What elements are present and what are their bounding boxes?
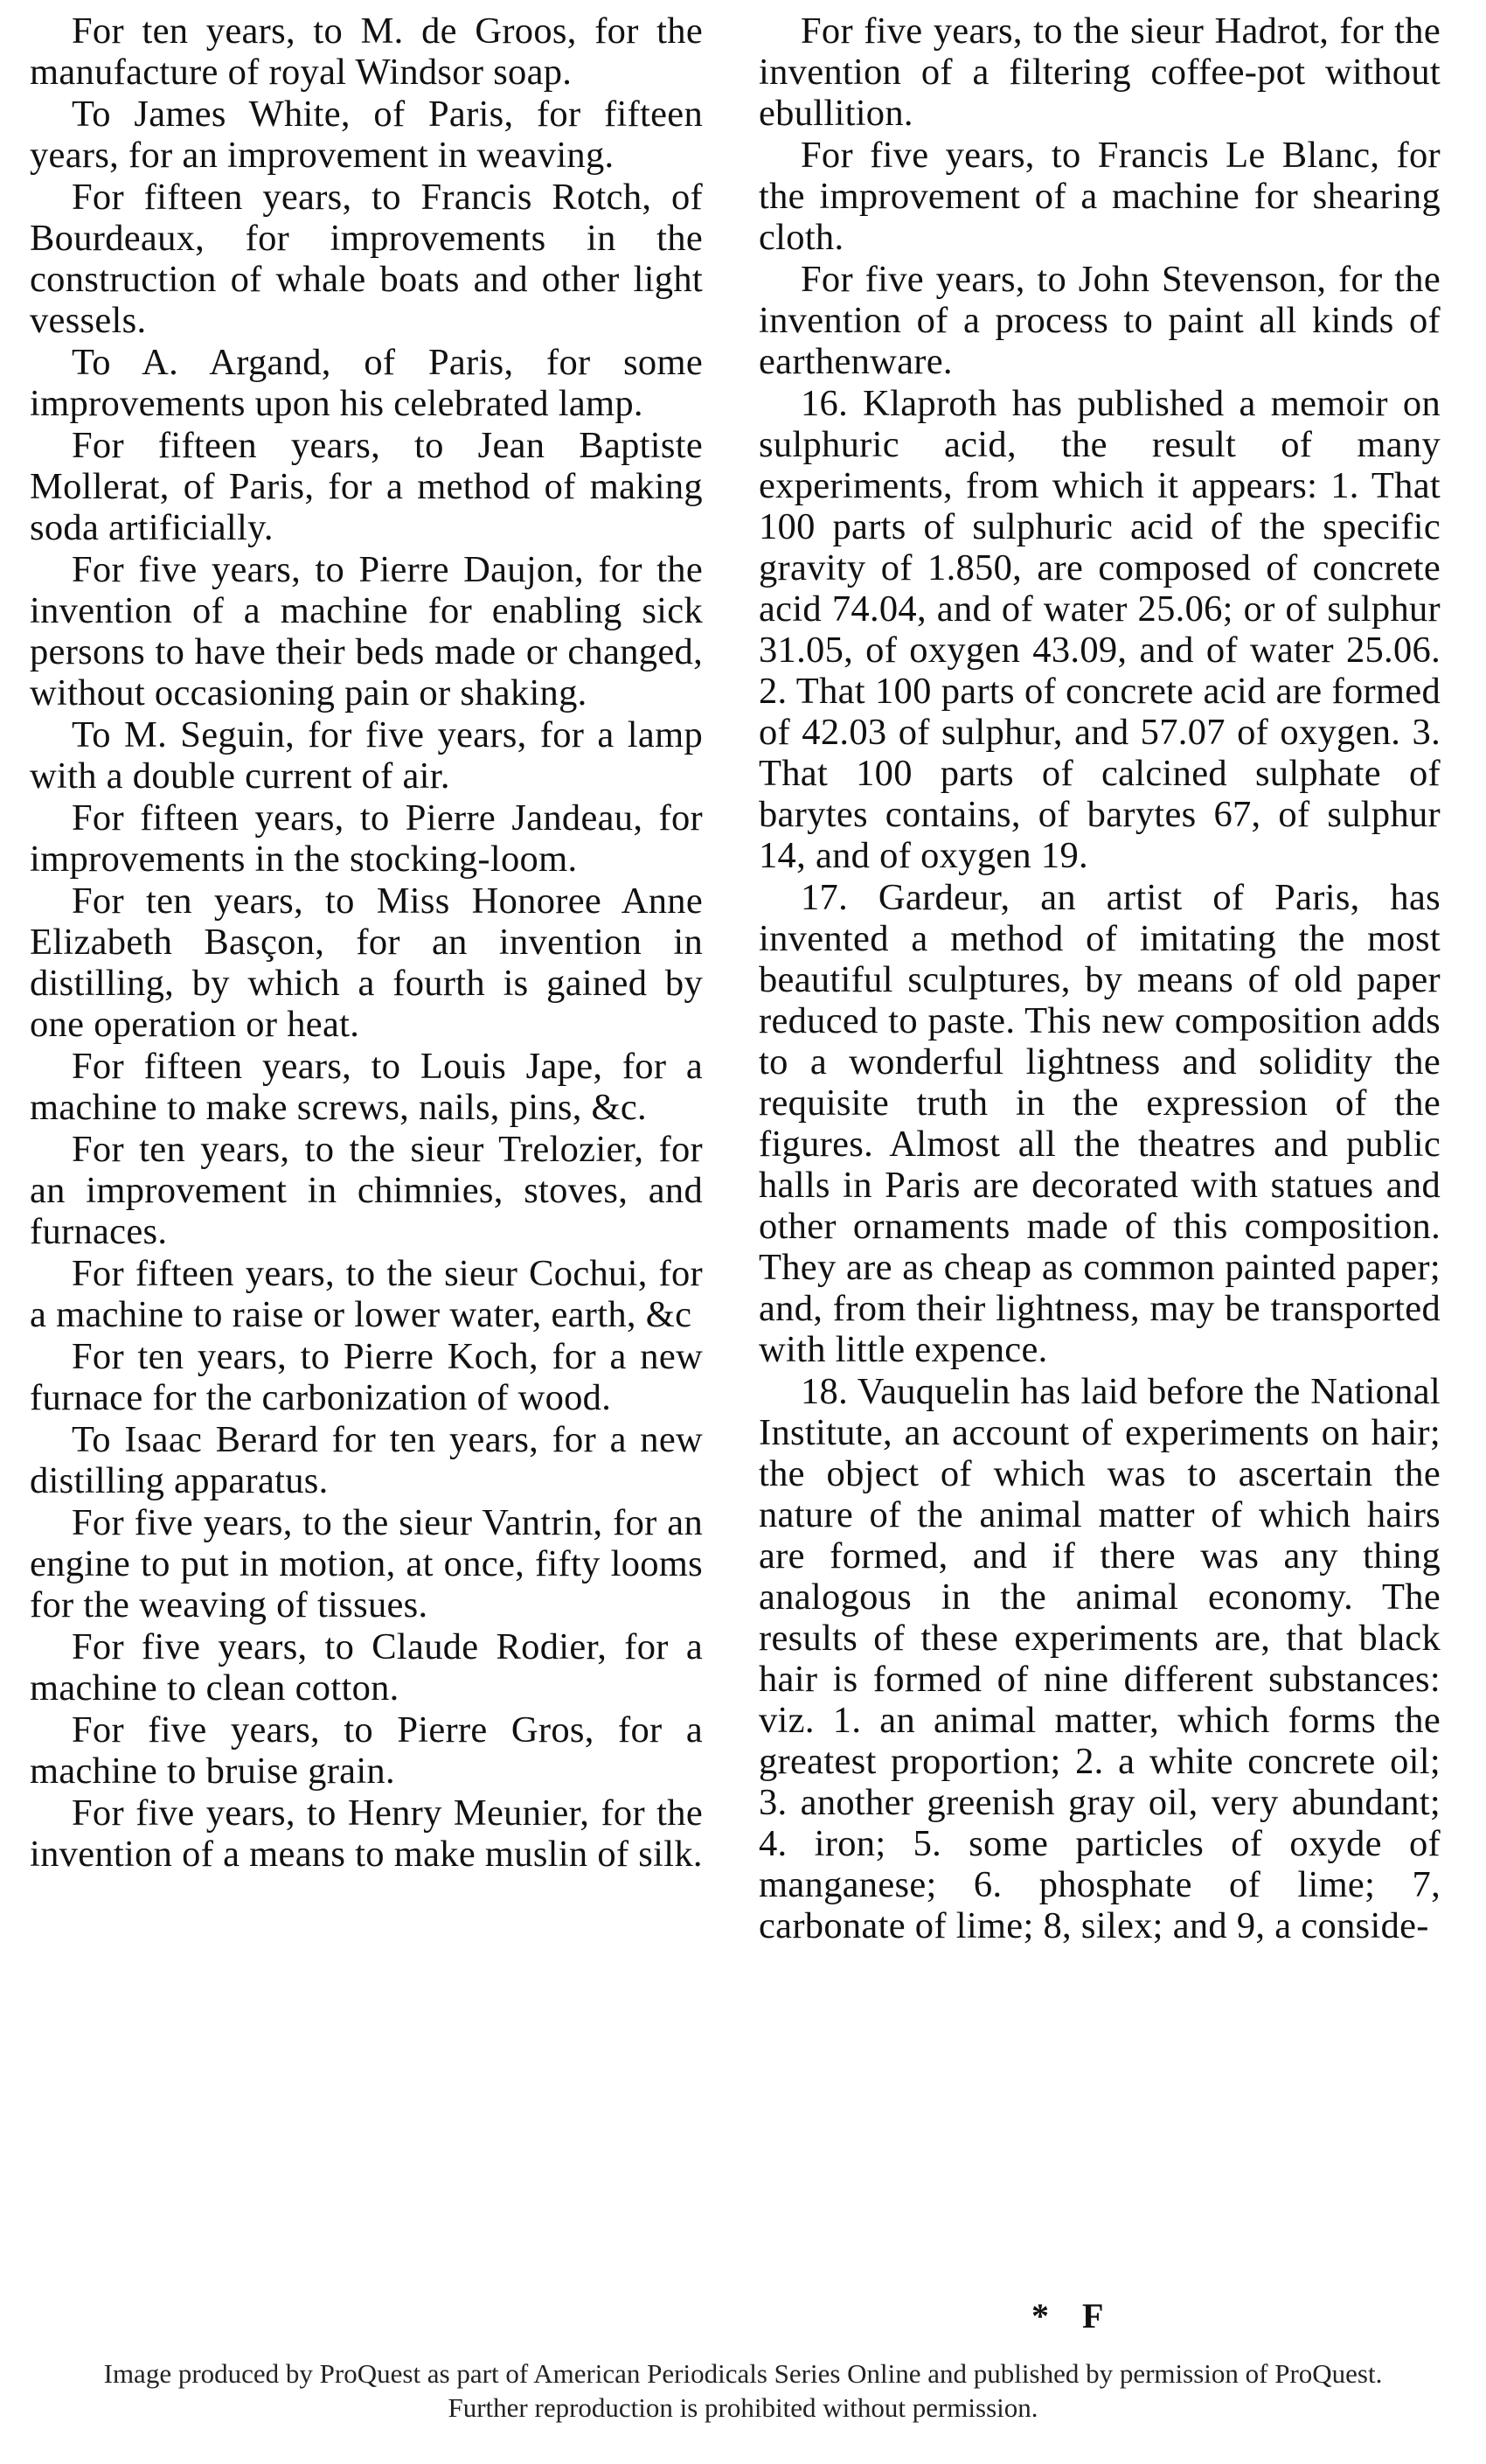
footer: [0, 2356, 1486, 2425]
paragraph: 17. Gardeur, an artist of Paris, has invented a method of imitating the most beautiful sculptures, by means of old paper reduced to paste. This new composition adds to a wonderful lightness and solidity the requisite truth in the expression of the figures. Almost all the theatres and public halls in Paris are decorated with statues and other ornaments made of this composition. They are as cheap as common painted paper; and, from their lightness, may be transported with little expence.: [759, 877, 1441, 1370]
paragraph: For ten years, to Pierre Koch, for a new furnace for the carbonization of wood.: [30, 1336, 703, 1418]
paragraph: For five years, to Claude Rodier, for a machine to clean cotton.: [30, 1626, 703, 1709]
right-column: [759, 10, 1441, 1947]
paragraph: 16. Klaproth has published a memoir on sulphuric acid, the result of many experiments, from which it appears: 1. That 100 parts of sulphuric acid of the specific gravity of 1.850, are composed of concrete acid 74.04, and of water 25.06; or of sulphur 31.05, of oxygen 43.09, and of water 25.06. 2. That 100 parts of concrete acid are formed of 42.03 of sulphur, and 57.07 of oxygen. 3. That 100 parts of calcined sulphate of barytes contains, of barytes 67, of sulphur 14, and of oxygen 19.: [759, 383, 1441, 876]
paragraph: For five years, to the sieur Vantrin, for an engine to put in motion, at once, fifty looms for the weaving of tissues.: [30, 1502, 703, 1625]
paragraph: To A. Argand, of Paris, for some improvements upon his celebrated lamp.: [30, 342, 703, 424]
paragraph: 18. Vauquelin has laid before the National Institute, an account of experiments on hair; the object of which was to ascertain the nature of the animal matter of which hairs are formed, and if there was any thing analogous in the animal economy. The results of these experiments are, that black hair is formed of nine different substances: viz. 1. an animal matter, which forms the greatest proportion; 2. a white concrete oil; 3. another greenish gray oil, very abundant; 4. iron; 5. some particles of oxyde of manganese; 6. phosphate of lime; 7, carbonate of lime; 8, silex; and 9, a conside-: [759, 1371, 1441, 1946]
paragraph: For five years, to Francis Le Blanc, for the improvement of a machine for shearing cloth.: [759, 135, 1441, 258]
paragraph: To Isaac Berard for ten years, for a new distilling apparatus.: [30, 1419, 703, 1501]
paragraph: For fifteen years, to the sieur Cochui, for a machine to raise or lower water, earth, &c: [30, 1253, 703, 1335]
paragraph: For fifteen years, to Francis Rotch, of Bourdeaux, for improvements in the construction of whale boats and other light vessels.: [30, 177, 703, 341]
paragraph: For five years, to the sieur Hadrot, for the invention of a filtering coffee-pot without ebullition.: [759, 10, 1441, 134]
left-column: [30, 10, 703, 1876]
paragraph: To James White, of Paris, for fifteen years, for an improvement in weaving.: [30, 94, 703, 176]
paragraph: For five years, to Pierre Daujon, for the invention of a machine for enabling sick persons to have their beds made or changed, without occasioning pain or shaking.: [30, 549, 703, 713]
paragraph: For fifteen years, to Jean Baptiste Mollerat, of Paris, for a method of making soda artificially.: [30, 425, 703, 548]
footer-line: Image produced by ProQuest as part of American Periodicals Series Online and published by permission of ProQuest.: [103, 2358, 1383, 2389]
paragraph: To M. Seguin, for five years, for a lamp with a double current of air.: [30, 714, 703, 797]
paragraph: For five years, to Pierre Gros, for a machine to bruise grain.: [30, 1709, 703, 1792]
paragraph: For five years, to John Stevenson, for the invention of a process to paint all kinds of earthenware.: [759, 259, 1441, 382]
paragraph: For five years, to Henry Meunier, for the invention of a means to make muslin of silk.: [30, 1792, 703, 1875]
paragraph: For ten years, to M. de Groos, for the manufacture of royal Windsor soap.: [30, 10, 703, 93]
footer-line: Further reproduction is prohibited without permission.: [448, 2392, 1038, 2423]
paragraph: For fifteen years, to Louis Jape, for a machine to make screws, nails, pins, &c.: [30, 1046, 703, 1128]
paragraph: For ten years, to the sieur Trelozier, for an improvement in chimnies, stoves, and furnaces.: [30, 1129, 703, 1252]
paragraph: For fifteen years, to Pierre Jandeau, for improvements in the stocking-loom.: [30, 797, 703, 880]
signature-mark: * F: [1031, 2296, 1116, 2335]
paragraph: For ten years, to Miss Honoree Anne Elizabeth Basçon, for an invention in distilling, by which a fourth is gained by one operation or heat.: [30, 880, 703, 1045]
